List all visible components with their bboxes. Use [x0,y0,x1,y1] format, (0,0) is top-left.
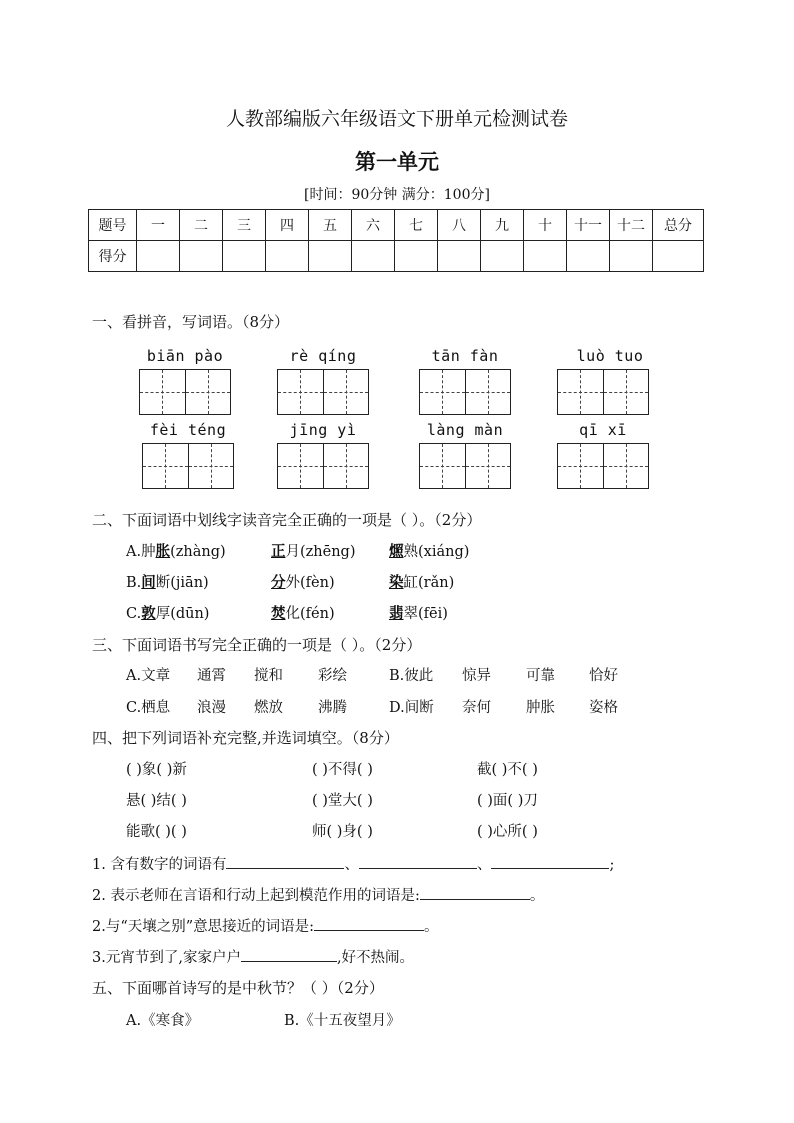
table-cell: 八 [438,210,481,241]
score-entry-cell[interactable] [524,241,567,272]
table-cell: 十一 [567,210,610,241]
q5-option-b[interactable]: B.《十五夜望月》 [284,1013,401,1029]
table-cell: 九 [481,210,524,241]
pinyin-label: tān fàn [431,347,499,365]
separator: 、 [344,857,359,873]
pinyin: (fén) [300,606,335,622]
q2-title: 二、下面词语中划线字读音完全正确的一项是（ ）。（2分） [92,511,482,529]
underlined-char: 胀 [155,543,171,560]
q1-title: 一、看拼音，写词语。（8分） [92,313,290,331]
sentence-text: 2.与“天壤之别”意思接近的词语是: [92,919,315,935]
separator: 。 [424,919,439,935]
q4-sentence-2 [92,884,544,905]
q3-option-c[interactable]: C.栖息 [126,700,171,716]
q3-word: 恰好 [589,668,618,684]
idiom-fill[interactable]: 师( )身( ) [312,824,373,840]
separator: 。 [529,888,545,904]
score-entry-cell[interactable] [352,241,395,272]
underlined-char: 正 [271,543,286,560]
q2-option-b[interactable] [126,571,209,592]
q2-option-c[interactable] [126,602,209,623]
table-cell: 五 [309,210,352,241]
underlined-char: 分 [271,574,286,591]
q3-option-b[interactable]: B.彼此 [389,668,434,684]
pinyin: (zhàng) [170,544,226,560]
idiom-fill[interactable]: 悬( )结( ) [126,793,187,809]
underlined-char: 燳 [389,543,404,560]
table-cell: 七 [395,210,438,241]
time-info: [时间：90分钟 满分：100分] [304,187,490,203]
exam-title: 人教部编版六年级语文下册单元检测试卷 [225,108,568,130]
q5-title: 五、下面哪首诗写的是中秋节？（ ）（2分） [92,979,384,997]
tianzige-boxes[interactable] [142,443,234,489]
pinyin-box-pair[interactable] [277,347,369,415]
table-cell: 总分 [653,210,704,241]
q3-word: 通霄 [197,668,226,684]
q3-title: 三、下面词语书写完全正确的一项是（ ）。（2分） [92,636,422,654]
word-plain: 厚 [155,606,171,622]
pinyin-label: jīng yì [289,421,357,439]
q3-word: 肿胀 [526,700,555,716]
q4-sentence-3 [92,915,439,936]
q2-option-a-word2 [271,540,356,561]
table-cell: 十 [524,210,567,241]
q3-word: 惊异 [462,668,491,684]
q2-option-b-word2 [271,571,335,592]
pinyin-box-pair[interactable] [142,421,234,489]
q3-word: 可靠 [526,668,555,684]
pinyin-label: fèi téng [149,421,227,439]
pinyin-box-pair[interactable] [277,421,369,489]
score-entry-cell[interactable] [180,241,223,272]
tianzige-boxes[interactable] [419,369,511,415]
q2-option-b-word3 [389,571,454,592]
table-cell: 六 [352,210,395,241]
answer-blank[interactable] [491,854,609,869]
answer-blank[interactable] [359,854,477,869]
word-plain: 外 [285,575,300,591]
pinyin: (rǎn) [418,575,455,591]
underlined-char: 焚 [271,605,286,622]
q4-sentence-4 [92,946,414,967]
pinyin: (fēi) [418,606,448,622]
option-label: C. [126,606,142,622]
sentence-text: 2. 表示老师在言语和行动上起到模范作用的词语是: [92,888,420,904]
score-entry-cell[interactable] [653,241,704,272]
underlined-char: 翡 [389,605,404,622]
pinyin-box-pair[interactable] [419,421,511,489]
word-plain: 月 [285,544,300,560]
separator: 、 [476,857,492,873]
q3-option-d[interactable]: D.间断 [389,700,434,716]
pinyin: (dūn) [170,606,210,622]
score-entry-cell[interactable] [137,241,180,272]
sentence-text: 3.元宵节到了,家家户户 [92,950,241,966]
q3-word: 姿格 [589,700,618,716]
pinyin: (jiān) [170,575,209,591]
option-label: A. [126,544,142,560]
score-entry-cell[interactable] [266,241,309,272]
pinyin-label: luò tuo [576,347,644,365]
answer-blank[interactable] [420,885,530,900]
idiom-fill[interactable]: 截( )不( ) [477,762,538,778]
pinyin-label: làng màn [426,421,504,439]
q3-option-a[interactable]: A.文章 [126,668,171,684]
q3-word: 燃放 [254,700,283,716]
tianzige-boxes[interactable] [277,443,369,489]
pinyin-label: biān pào [146,347,224,365]
tianzige-boxes[interactable] [557,369,649,415]
score-entry-cell[interactable] [309,241,352,272]
q2-option-c-word3 [389,602,448,623]
option-label: B. [126,575,142,591]
score-entry-cell[interactable] [567,241,610,272]
tianzige-boxes[interactable] [557,443,649,489]
pinyin: (zhēng) [300,544,356,560]
idiom-fill[interactable]: ( )不得( ) [312,762,373,778]
answer-blank[interactable] [314,916,424,931]
q4-sentence-1 [92,853,614,874]
table-cell: 二 [180,210,223,241]
score-entry-cell[interactable] [481,241,524,272]
pinyin-label: rè qíng [289,347,357,365]
idiom-fill[interactable]: ( )面( )刀 [477,793,538,809]
score-entry-cell[interactable] [395,241,438,272]
idiom-fill[interactable]: ( )象( )新 [126,762,187,778]
word-plain: 断 [155,575,171,591]
score-entry-cell[interactable] [610,241,653,272]
score-entry-cell[interactable] [438,241,481,272]
pinyin-label: qī xī [579,421,627,439]
q3-word: 奈何 [462,700,491,716]
idiom-fill[interactable]: ( )堂大( ) [312,793,373,809]
table-cell: 十二 [610,210,653,241]
word-plain: 缸 [403,575,418,591]
pinyin-box-pair[interactable] [419,347,511,415]
q3-word: 沸腾 [318,700,347,716]
tianzige-boxes[interactable] [139,369,231,415]
pinyin: (xiáng) [418,544,470,560]
table-cell: 四 [266,210,309,241]
table-cell: 一 [137,210,180,241]
underlined-char: 间 [141,574,156,591]
tianzige-boxes[interactable] [277,369,369,415]
tianzige-boxes[interactable] [419,443,511,489]
separator: ,好不热闹。 [336,950,415,966]
idiom-fill[interactable]: ( )心所( ) [477,824,538,840]
word-plain: 肿 [141,544,156,560]
score-table-header-row [89,210,704,241]
underlined-char: 染 [389,574,404,591]
q3-word: 搅和 [254,668,283,684]
word-plain: 翠 [403,606,418,622]
idiom-fill[interactable]: 能歌( )( ) [126,824,187,840]
q4-title: 四、把下列词语补充完整,并选词填空。（8分） [92,729,399,747]
unit-title: 第一单元 [355,149,439,174]
score-entry-cell[interactable] [223,241,266,272]
score-table [88,209,704,272]
word-plain: 化 [285,606,300,622]
answer-blank[interactable] [241,947,337,962]
separator: ; [609,857,615,873]
pinyin-box-pair[interactable] [557,347,649,415]
q5-option-a[interactable]: A.《寒食》 [126,1013,200,1029]
pinyin: (fèn) [300,575,335,591]
q3-word: 彩绘 [318,668,347,684]
score-table-score-row [89,241,704,272]
pinyin-box-pair[interactable] [139,347,231,415]
word-plain: 熟 [403,544,418,560]
answer-blank[interactable] [226,854,344,869]
q2-option-a[interactable] [126,540,226,561]
table-cell: 题号 [89,210,137,241]
q3-word: 浪漫 [197,700,226,716]
underlined-char: 敦 [141,605,156,622]
table-cell: 三 [223,210,266,241]
pinyin-box-pair[interactable] [557,421,649,489]
q2-option-c-word2 [271,602,335,623]
table-cell: 得分 [89,241,137,272]
q2-option-a-word3 [389,540,469,561]
sentence-text: 1. 含有数字的词语有 [92,857,227,873]
